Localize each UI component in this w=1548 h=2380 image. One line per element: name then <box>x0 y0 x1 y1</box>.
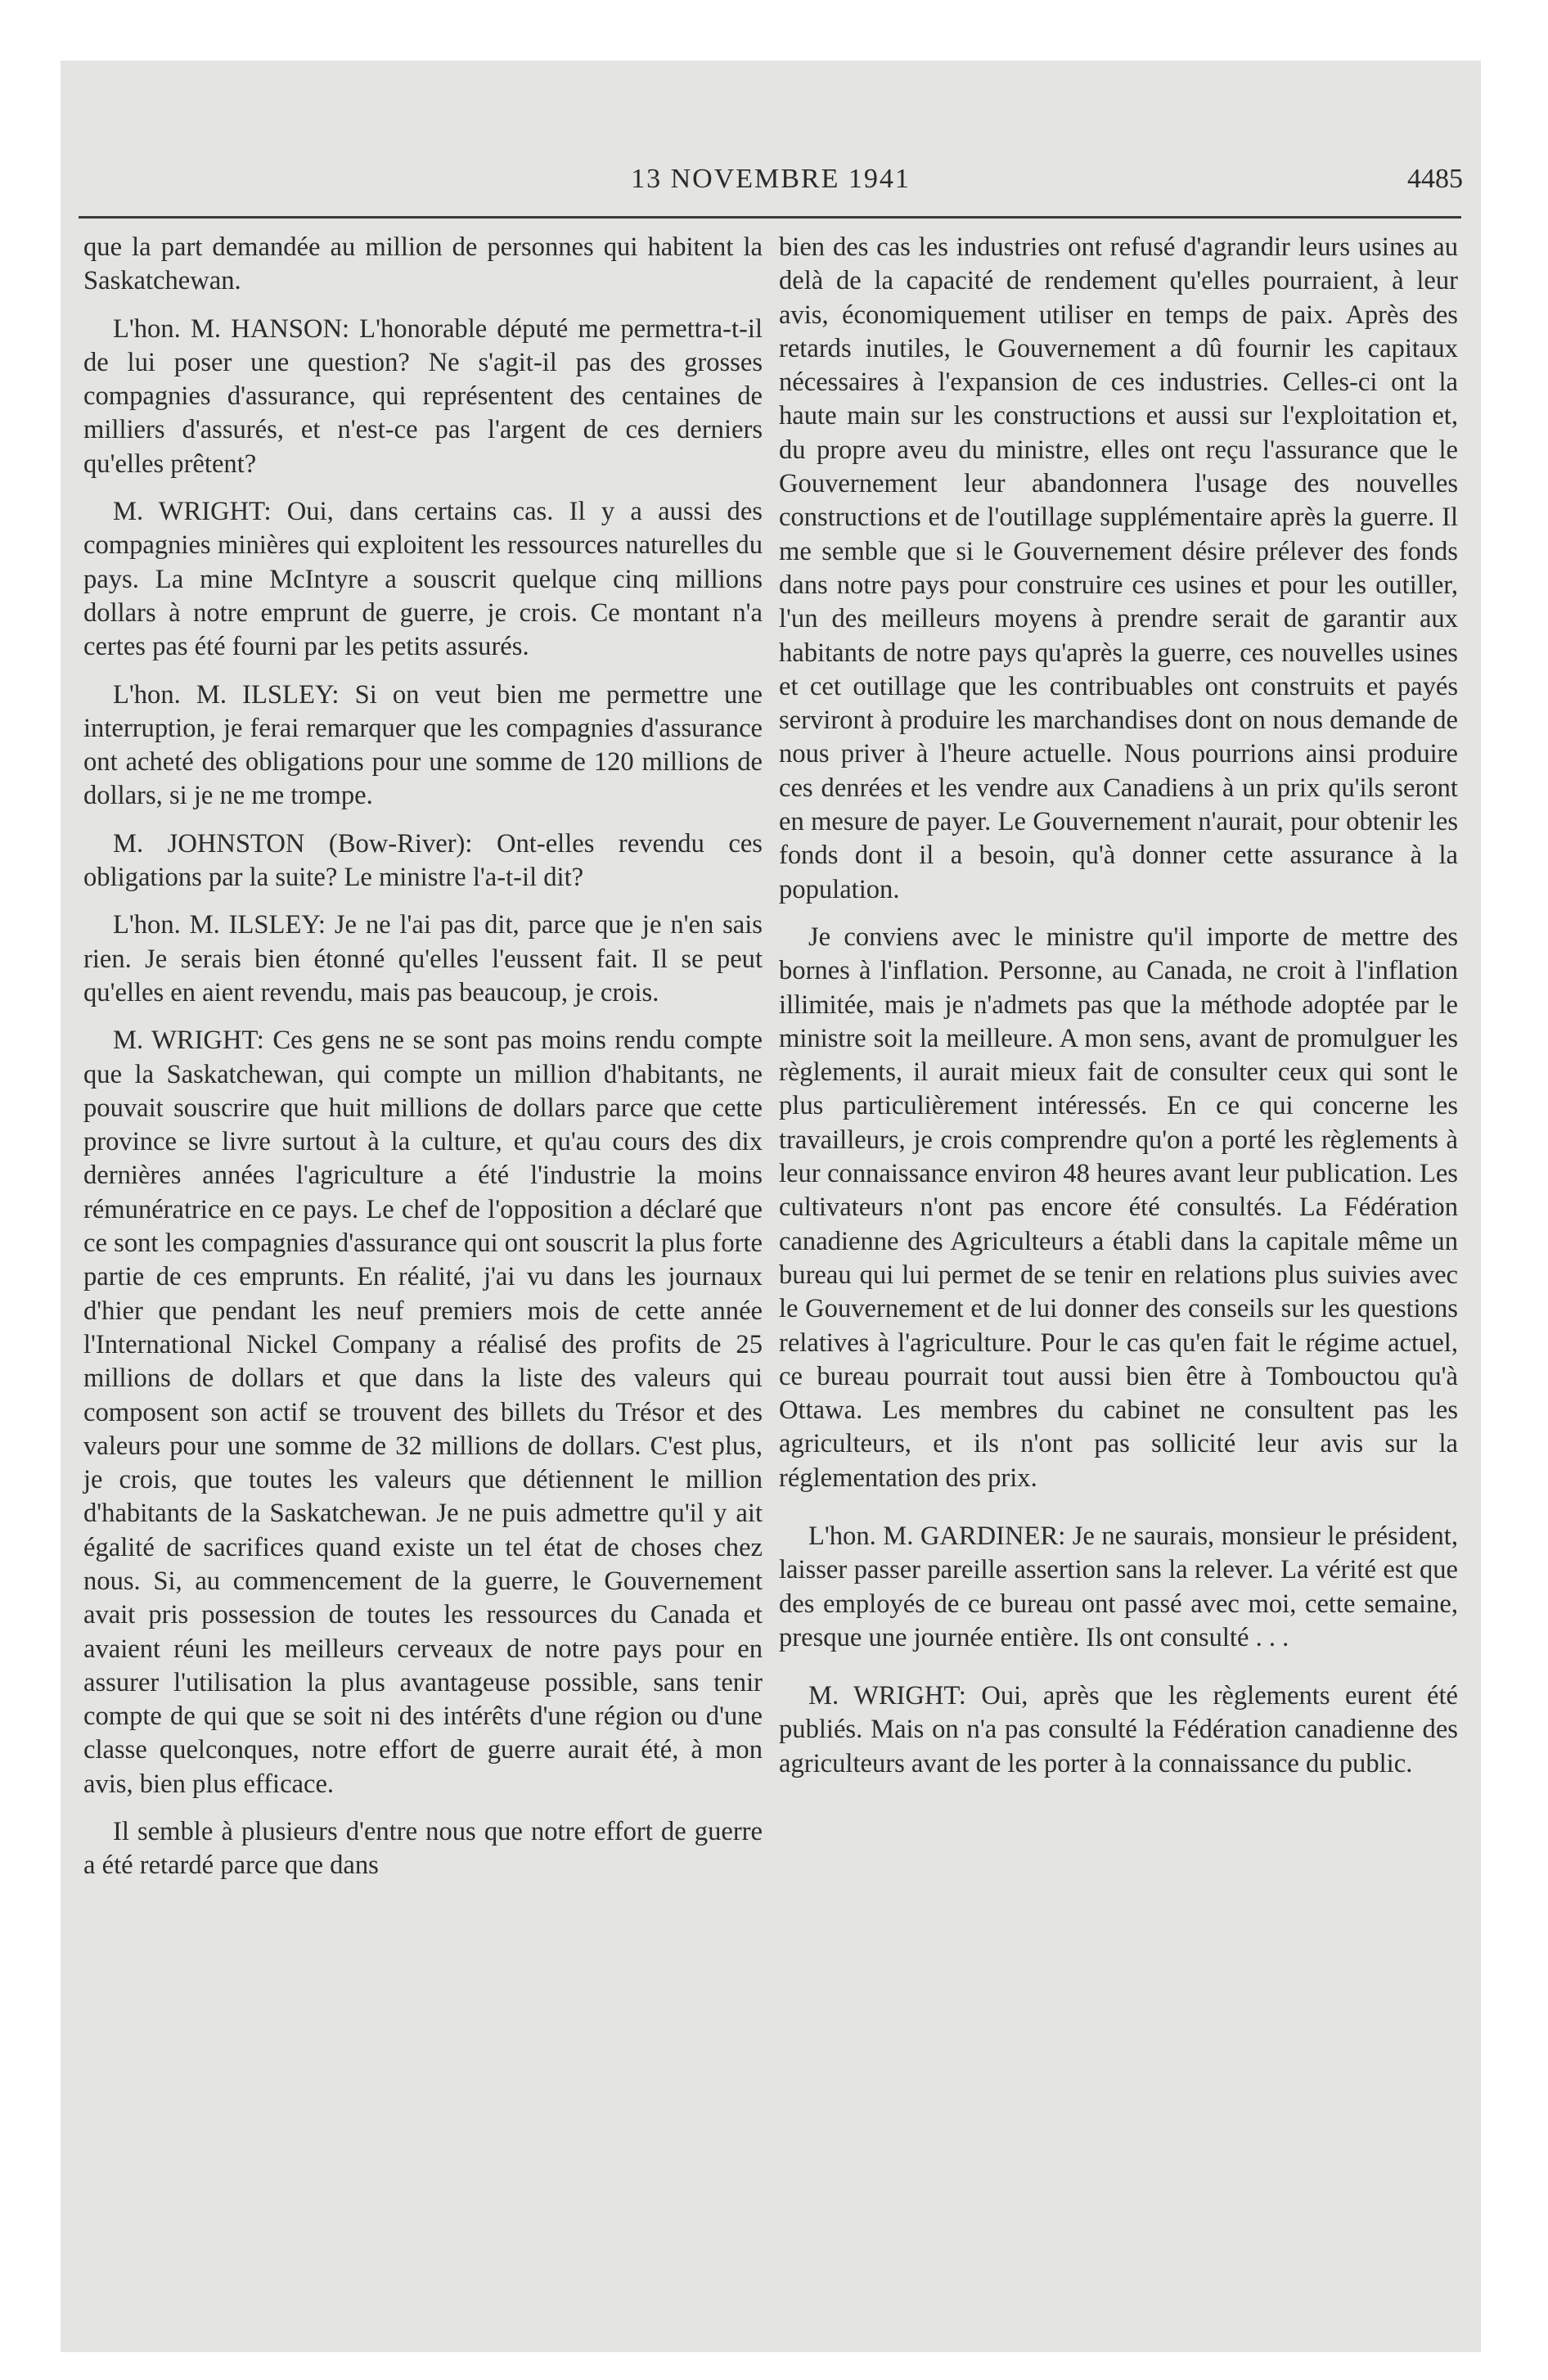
paragraph: L'hon. M. HANSON: L'honorable député me permettra-t-il de lui poser une question? Ne s'agit-il pas des grosses compagnies d'assurance, qui représentent des centaines de milliers d'assurés, et n'est-ce pas l'argent de ces derniers qu'elles prêtent? <box>83 313 763 479</box>
paragraph: M. WRIGHT: Ces gens ne se sont pas moins rendu compte que la Saskatchewan, qui compte un million d'habitants, ne pouvait souscrire que huit millions de dollars parce que cette province se livre surtout à la culture, et qu'au cours des dix dernières années l'agriculture a été l'industrie la moins rémunératrice en ce pays. Le chef de l'opposition a déclaré que ce sont les compagnies d'assurance qui ont souscrit la plus forte partie de ces emprunts. En réalité, j'ai vu dans les journaux d'hier que pendant les neuf premiers mois de cette année l'International Nickel Company a réalisé des profits de 25 millions de dollars et que dans la liste des valeurs qui composent son actif se trouvent des billets du Trésor et des valeurs pour une somme de 32 millions de dollars. C'est plus, je crois, que toutes les valeurs que détiennent le million d'habitants de la Saskatchewan. Je ne puis admettre qu'il y ait égalité de sacrifices quand existe un tel état de choses chez nous. Si, au commencement de la guerre, le Gouvernement avait pris possession de toutes les ressources du Canada et avaient réuni les meilleurs cerveaux de notre pays pour en assurer l'utilisation la plus avantageuse possible, sans tenir compte de qui que se soit ni des intérêts d'une région ou d'une classe quelconques, notre effort de guerre aurait été, à mon avis, bien plus efficace. <box>83 1025 763 1799</box>
paragraph: que la part demandée au million de personnes qui habitent la Saskatchewan. <box>83 232 763 296</box>
page-number: 4485 <box>1407 164 1463 194</box>
paragraph: L'hon. M. ILSLEY: Si on veut bien me permettre une interruption, je ferai remarquer que les compagnies d'assurance ont acheté des obligations pour une somme de 120 millions de dollars, si je ne me trompe. <box>83 679 763 811</box>
paragraph: L'hon. M. GARDINER: Je ne saurais, monsieur le président, laisser passer pareille assertion sans la relever. La vérité est que des employés de ce bureau ont passé avec moi, cette semaine, presque une journée entière. Ils ont consulté . . . <box>779 1521 1458 1652</box>
paragraph: Il semble à plusieurs d'entre nous que notre effort de guerre a été retardé parce que dans <box>83 1817 763 1881</box>
paragraph: bien des cas les industries ont refusé d'agrandir leurs usines au delà de la capacité de rendement qu'elles pourraient, à leur avis, économiquement utiliser en temps de paix. Après des retards inutiles, le Gouvernement a dû fournir les capitaux nécessaires à l'expansion de ces industries. Celles-ci ont la haute main sur les constructions et aussi sur l'exploitation et, du propre aveu du ministre, elles ont reçu l'assurance que le Gouvernement leur abandonnera l'usage des nouvelles constructions et de l'outillage supplémentaire après la guerre. Il me semble que si le Gouvernement désire prélever des fonds dans notre pays pour construire ces usines et pour les outiller, l'un des meilleurs moyens à prendre serait de garantir aux habitants de notre pays qu'après la guerre, ces nouvelles usines et cet outillage que les contribuables ont construits et payés serviront à produire les marchandises dont on nous demande de nous priver à l'heure actuelle. Nous pourrions ainsi produire ces denrées et les vendre aux Canadiens à un prix qu'ils seront en mesure de payer. Le Gouvernement n'aurait, pour obtenir les fonds dont il a besoin, qu'à donner cette assurance à la population. <box>779 232 1458 904</box>
left-column <box>83 231 763 1897</box>
paragraph: M. WRIGHT: Oui, après que les règlements eurent été publiés. Mais on n'a pas consulté la Fédération canadienne des agriculteurs avant de les porter à la connaissance du public. <box>779 1681 1458 1778</box>
header-rule <box>79 216 1461 219</box>
header-date: 13 NOVEMBRE 1941 <box>631 164 911 194</box>
right-column <box>779 231 1458 1795</box>
paragraph: M. WRIGHT: Oui, dans certains cas. Il y a aussi des compagnies minières qui exploitent les ressources naturelles du pays. La mine McIntyre a souscrit quelque cinq millions dollars à notre emprunt de guerre, je crois. Ce montant n'a certes pas été fourni par les petits assurés. <box>83 497 763 662</box>
paragraph: M. JOHNSTON (Bow-River): Ont-elles revendu ces obligations par la suite? Le ministre l'a-t-il dit? <box>83 828 763 893</box>
paragraph: L'hon. M. ILSLEY: Je ne l'ai pas dit, parce que je n'en sais rien. Je serais bien étonné qu'elles l'eussent fait. Il se peut qu'elles en aient revendu, mais pas beaucoup, je crois. <box>83 910 763 1007</box>
paragraph: Je conviens avec le ministre qu'il importe de mettre des bornes à l'inflation. Personne, au Canada, ne croit à l'inflation illimitée, mais je n'admets pas que la méthode adoptée par le ministre soit la meilleure. A mon sens, avant de promulguer les règlements, il aurait mieux fait de consulter ceux qui sont le plus particulièrement intéressés. En ce qui concerne les travailleurs, je crois comprendre qu'on a porté les règlements à leur connaissance environ 48 heures avant leur publication. Les cultivateurs n'ont pas encore été consultés. La Fédération canadienne des Agriculteurs a établi dans la capitale même un bureau qui lui permet de se tenir en relations plus suivies avec le Gouvernement et de lui donner des conseils sur les questions relatives à l'agriculture. Pour le cas qu'en fait le régime actuel, ce bureau pourrait tout aussi bien être à Tombouctou qu'à Ottawa. Les membres du cabinet ne consultent pas les agriculteurs, et ils n'ont pas sollicité leur avis sur la réglementation des prix. <box>779 922 1458 1493</box>
page-header <box>79 164 1463 213</box>
page-sheet <box>61 61 1481 2352</box>
